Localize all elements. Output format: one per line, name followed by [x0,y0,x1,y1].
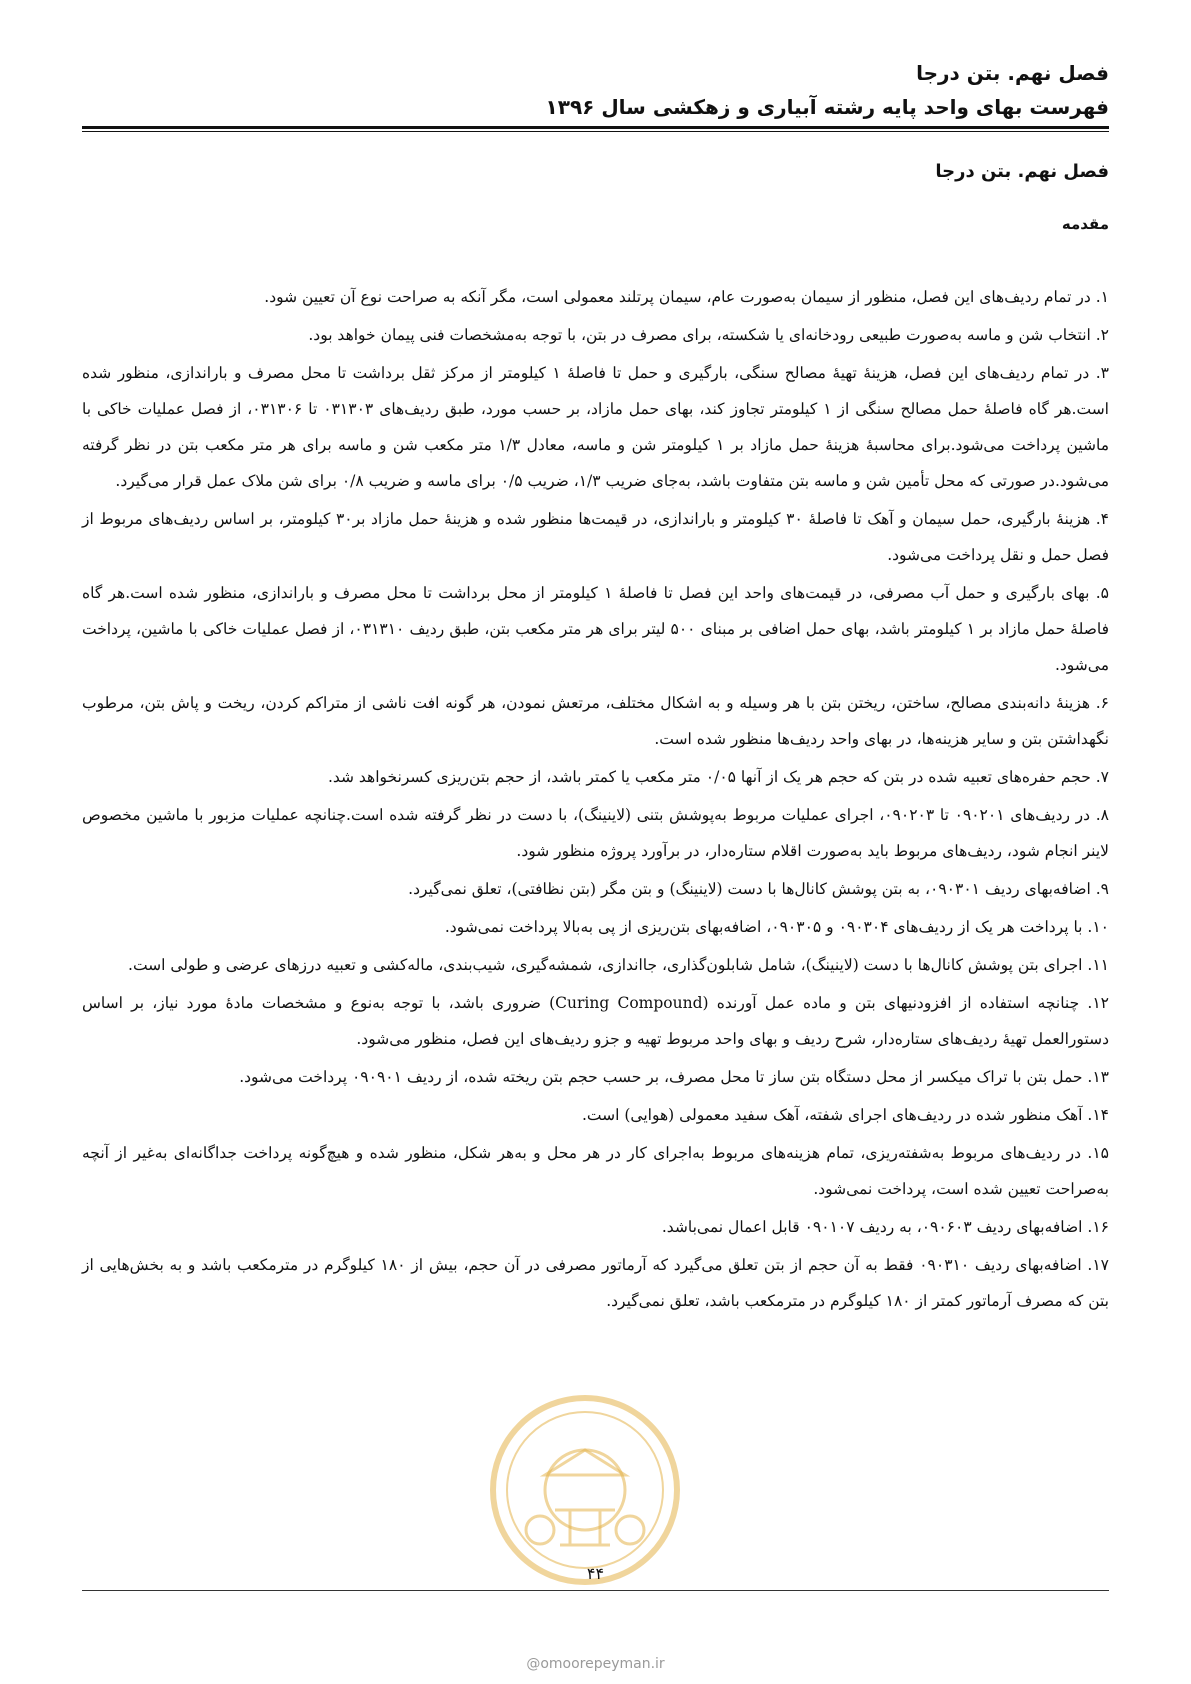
chapter-title: فصل نهم. بتن درجا [935,161,1109,182]
running-header [79,56,1109,124]
paragraph-8: ۸. در ردیف‌های ۰۹۰۲۰۱ تا ۰۹۰۲۰۳، اجرای عملیات مربوط به‌پوشش بتنی (لاینینگ)، با دست در نظر گرفته شده است.چنانچه عملیات مزبور با ماشین مخصوص لاینر انجام شود، ردیف‌های مربوط باید به‌صورت اقلام ستاره‌دار، در برآورد پروژه منظور شود. [82,806,1109,860]
header-rule-thick [82,126,1109,129]
header-book-title: فهرست بهای واحد پایه رشته آبیاری و زهکشی سال ۱۳۹۶ [545,95,1109,119]
paragraph-2: ۲. انتخاب شن و ماسه به‌صورت طبیعی رودخانه‌ای یا شکسته، برای مصرف در بتن، با توجه به‌مشخصات فنی پیمان خواهد بود. [308,326,1109,344]
footer-rule [82,1590,1109,1591]
paragraph-13: ۱۳. حمل بتن با تراک میکسر از محل دستگاه بتن ساز تا محل مصرف، بر حسب حجم بتن ریخته شده، از ردیف ۰۹۰۹۰۱ پرداخت می‌شود. [239,1068,1109,1086]
paragraph-3: ۳. در تمام ردیف‌های این فصل، هزینهٔ تهیهٔ مصالح سنگی، بارگیری و حمل تا فاصلهٔ ۱ کیلومتر از مرکز ثقل برداشت تا محل مصرف و باراندازی، منظور شده است.هر گاه فاصلهٔ حمل مصالح سنگی از ۱ کیلومتر تجاوز کند، بهای حمل مازاد، بر حسب مورد، طبق ردیف‌های ۰۳۱۳۰۳ تا ۰۳۱۳۰۶، از فصل عملیات خاکی با ماشین پرداخت می‌شود.برای محاسبهٔ هزینهٔ حمل مازاد بر ۱ کیلومتر شن و ماسه، معادل ۱/۳ متر مکعب شن و ماسه برای هر متر مکعب بتن در نظر گرفته می‌شود.در صورتی که محل تأمین شن و ماسه بتن متفاوت باشد، به‌جای ضریب ۱/۳، ضریب ۰/۵ برای ماسه و ضریب ۰/۸ برای شن ملاک عمل قرار می‌گیرد. [82,364,1110,490]
paragraph-10: ۱۰. با پرداخت هر یک از ردیف‌های ۰۹۰۳۰۴ و ۰۹۰۳۰۵، اضافه‌بهای بتن‌ریزی از پی به‌بالا پرداخت نمی‌شود. [444,918,1109,936]
page-number: ۴۴ [586,1564,605,1583]
header-rule-thin [82,131,1109,132]
paragraph-12: ۱۲. چنانچه استفاده از افزودنیهای بتن و ماده عمل آورنده (Curing Compound) ضروری باشد، با توجه به‌نوع و مشخصات مادهٔ مورد نیاز، بر اساس دستورالعمل تهیهٔ ردیف‌های ستاره‌دار، شرح ردیف و بهای واحد مربوط تهیه و جزو ردیف‌های این فصل، منظور می‌شود. [82,994,1109,1048]
paragraph-14: ۱۴. آهک منظور شده در ردیف‌های اجرای شفته، آهک سفید معمولی (هوایی) است. [582,1106,1109,1124]
source-watermark: @omoorepeyman.ir [526,1656,665,1672]
paragraph-list [82,279,1109,1321]
paragraph-5: ۵. بهای بارگیری و حمل آب مصرفی، در قیمت‌های واحد این فصل تا فاصلهٔ ۱ کیلومتر از محل برداشت تا محل مصرف و باراندازی، منظور شده است.هر گاه فاصلهٔ حمل مازاد بر ۱ کیلومتر باشد، بهای حمل اضافی بر مبنای ۵۰۰ لیتر برای هر متر مکعب بتن، طبق ردیف ۰۳۱۳۱۰، از فصل عملیات خاکی با ماشین، پرداخت می‌شود. [82,584,1110,674]
paragraph-15: ۱۵. در ردیف‌های مربوط به‌شفته‌ریزی، تمام هزینه‌های مربوط به‌اجرای کار در هر محل و به‌هر شکل، منظور شده و هیچ‌گونه پرداخت جداگانه‌ای به‌غیر از آنچه به‌صراحت تعیین شده است، پرداخت نمی‌شود. [82,1144,1109,1198]
paragraph-1: ۱. در تمام ردیف‌های این فصل، منظور از سیمان به‌صورت عام، سیمان پرتلند معمولی است، مگر آنکه به صراحت نوع آن تعیین شود. [264,288,1109,306]
intro-heading: مقدمه [1061,215,1109,233]
header-chapter: فصل نهم. بتن درجا [916,61,1109,85]
paragraph-16: ۱۶. اضافه‌بهای ردیف ۰۹۰۶۰۳، به ردیف ۰۹۰۱۰۷ قابل اعمال نمی‌باشد. [661,1218,1109,1236]
paragraph-9: ۹. اضافه‌بهای ردیف ۰۹۰۳۰۱، به بتن پوشش کانال‌ها با دست (لاینینگ) و بتن مگر (بتن نظافتی)، تعلق نمی‌گیرد. [408,880,1109,898]
paragraph-17: ۱۷. اضافه‌بهای ردیف ۰۹۰۳۱۰ فقط به آن حجم از بتن تعلق می‌گیرد که آرماتور مصرفی در آن حجم، بیش از ۱۸۰ کیلوگرم در مترمکعب باشد و به بخش‌هایی از بتن که مصرف آرماتور کمتر از ۱۸۰ کیلوگرم در مترمکعب باشد، تعلق نمی‌گیرد. [82,1256,1109,1310]
paragraph-7: ۷. حجم حفره‌های تعبیه شده در بتن که حجم هر یک از آنها ۰/۰۵ متر مکعب یا کمتر باشد، از حجم بتن‌ریزی کسرنخواهد شد. [327,768,1109,786]
paragraph-6: ۶. هزینهٔ دانه‌بندی مصالح، ساختن، ریختن بتن با هر وسیله و به اشکال مختلف، مرتعش نمودن، هر گونه افت ناشی از متراکم کردن، ریخت و پاش بتن، مرطوب نگهداشتن بتن و سایر هزینه‌ها، در بهای واحد ردیف‌ها منظور شده است. [82,694,1109,748]
paragraph-11: ۱۱. اجرای بتن پوشش کانال‌ها با دست (لاینینگ)، شامل شابلون‌گذاری، جااندازی، شمشه‌گیری، شیب‌بندی، ماله‌کشی و تعبیه درزهای عرضی و طولی است. [128,956,1109,974]
paragraph-4: ۴. هزینهٔ بارگیری، حمل سیمان و آهک تا فاصلهٔ ۳۰ کیلومتر و باراندازی، در قیمت‌ها منظور شده و هزینهٔ حمل مازاد بر۳۰ کیلومتر، بر اساس ردیف‌های مربوط از فصل حمل و نقل پرداخت می‌شود. [82,510,1109,564]
